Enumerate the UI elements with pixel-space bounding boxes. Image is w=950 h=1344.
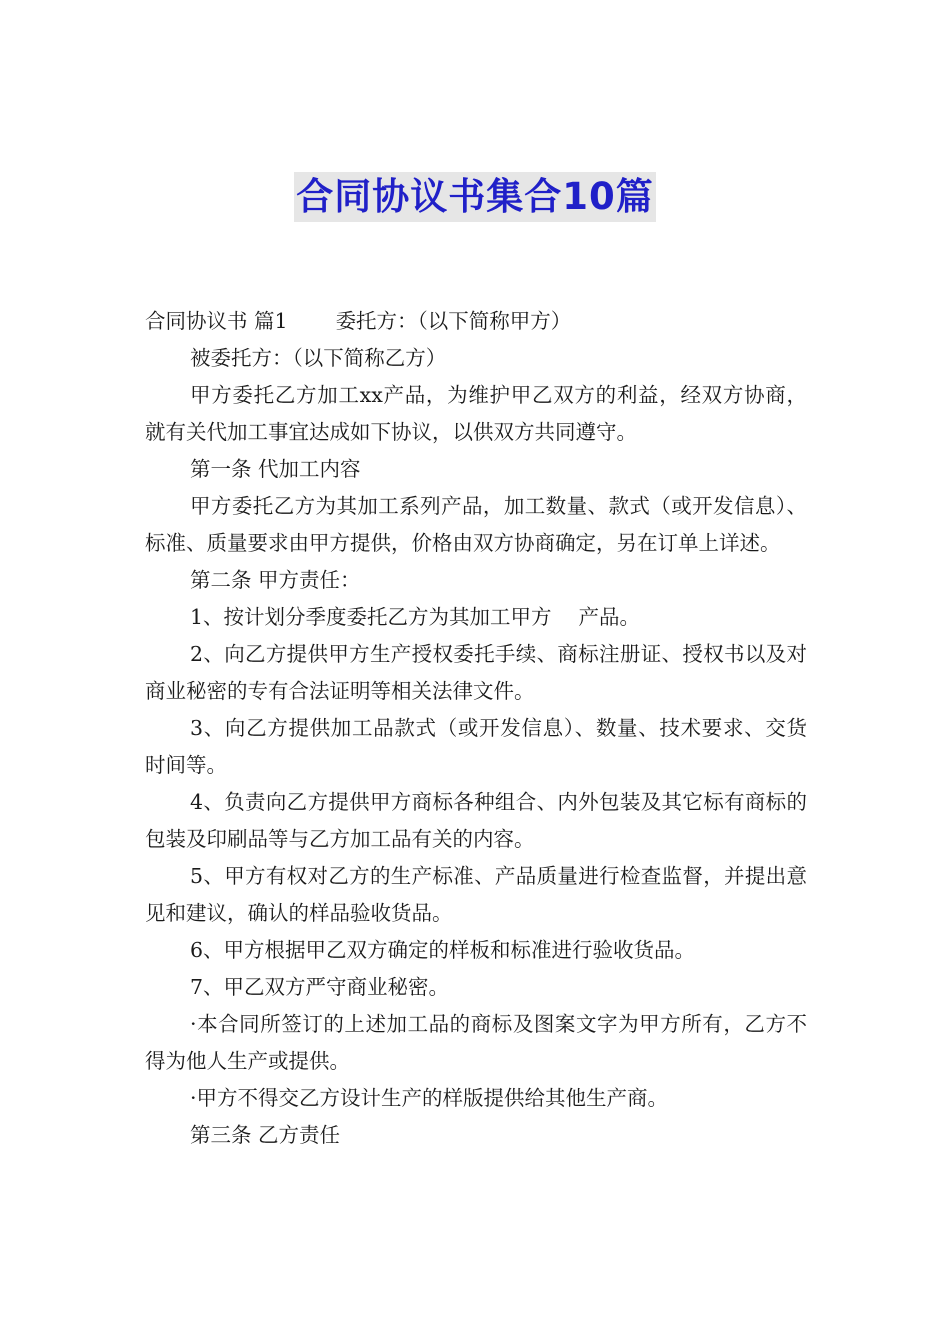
- list-item: 1、按计划分季度委托乙方为其加工甲方 产品。: [190, 605, 641, 629]
- section-heading: 合同协议书 篇1: [145, 309, 288, 333]
- list-item: 6、甲方根据甲乙双方确定的样板和标准进行验收货品。: [190, 938, 696, 962]
- bullet-item: ·本合同所签订的上述加工品的商标及图案文字为甲方所有，乙方不得为他人生产或提供。: [145, 1012, 807, 1073]
- list-item: 2、向乙方提供甲方生产授权委托手续、商标注册证、授权书以及对商业秘密的专有合法证明等相关法律文件。: [145, 642, 807, 703]
- bullet-item: ·甲方不得交乙方设计生产的样版提供给其他生产商。: [190, 1086, 669, 1110]
- list-item: 7、甲乙双方严守商业秘密。: [190, 975, 450, 999]
- paragraph: 甲方委托乙方为其加工系列产品，加工数量、款式（或开发信息）、标准、质量要求由甲方提供，价格由双方协商确定，另在订单上详述。: [145, 494, 807, 555]
- paragraph: 被委托方：（以下简称乙方）: [190, 346, 447, 370]
- paragraph: 甲方委托乙方加工xx产品，为维护甲乙双方的利益，经双方协商，就有关代加工事宜达成如下协议，以供双方共同遵守。: [145, 383, 807, 444]
- list-item: 4、负责向乙方提供甲方商标各种组合、内外包装及其它标有商标的包装及印刷品等与乙方加工品有关的内容。: [145, 790, 807, 851]
- principal-line: 委托方：（以下简称甲方）: [335, 309, 572, 333]
- list-item: 5、甲方有权对乙方的生产标准、产品质量进行检查监督，并提出意见和建议，确认的样品验收货品。: [145, 864, 807, 925]
- first-line: [145, 303, 807, 340]
- title-container: [0, 172, 950, 222]
- document-title: 合同协议书集合10篇: [294, 172, 656, 222]
- list-item: 3、向乙方提供加工品款式（或开发信息）、数量、技术要求、交货时间等。: [145, 716, 807, 777]
- clause-heading: 第二条 甲方责任：: [190, 568, 361, 592]
- document-body: [145, 303, 807, 1154]
- clause-heading: 第一条 代加工内容: [190, 457, 361, 481]
- clause-heading: 第三条 乙方责任: [190, 1123, 341, 1147]
